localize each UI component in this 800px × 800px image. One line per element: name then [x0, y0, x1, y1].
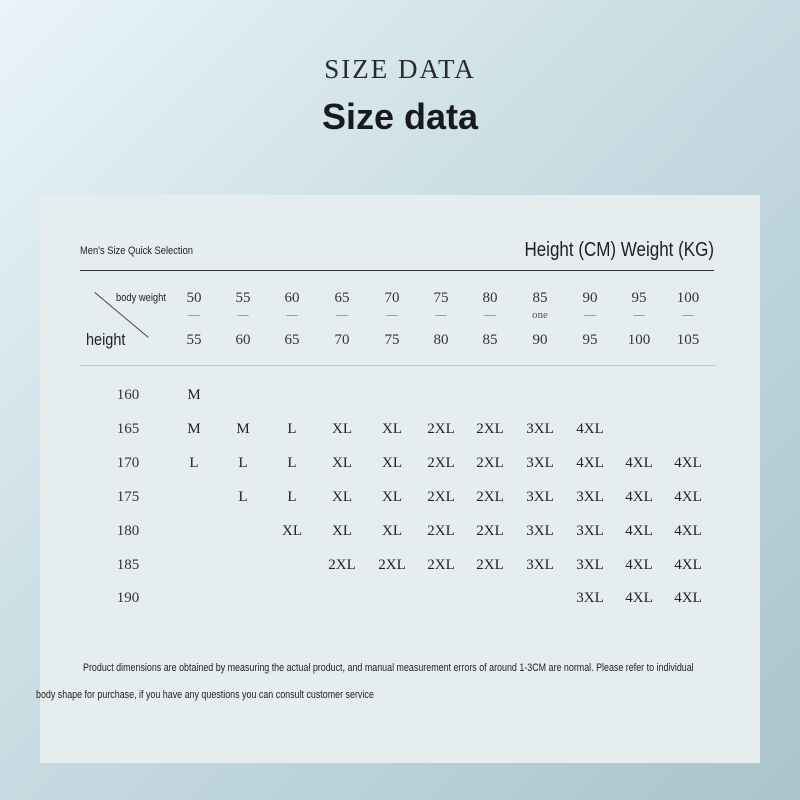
- size-cell: L: [287, 421, 297, 437]
- page-title: Size data: [321, 96, 479, 137]
- weight-range-sep: —: [386, 309, 398, 321]
- size-cell: 2XL: [427, 557, 455, 573]
- size-cell: L: [189, 455, 199, 471]
- size-cell: XL: [382, 455, 402, 471]
- height-row-label: 160: [116, 387, 140, 403]
- size-cell: 3XL: [526, 557, 554, 573]
- size-cell: XL: [282, 523, 302, 539]
- size-cell: L: [238, 455, 248, 471]
- weight-range-sep: —: [188, 309, 200, 321]
- weight-range-to: 75: [384, 332, 400, 348]
- size-cell: 4XL: [674, 590, 702, 606]
- size-cell: L: [238, 489, 248, 505]
- size-cell: 4XL: [625, 455, 653, 471]
- weight-range-from: 80: [482, 290, 498, 306]
- size-cell: 4XL: [674, 455, 702, 471]
- weight-range-sep: one: [532, 309, 548, 321]
- weight-range-to: 80: [433, 332, 449, 348]
- size-cell: 4XL: [674, 523, 702, 539]
- size-cell: 2XL: [476, 557, 504, 573]
- size-cell: M: [236, 421, 250, 437]
- size-cell: XL: [382, 421, 402, 437]
- page-subtitle: SIZE DATA: [324, 54, 476, 84]
- weight-range-sep: —: [682, 309, 694, 321]
- weight-range-sep: —: [584, 309, 596, 321]
- height-label: height: [86, 330, 126, 349]
- weight-range-to: 60: [235, 332, 251, 348]
- quick-selection-label: Men's Size Quick Selection: [80, 245, 193, 257]
- weight-range-to: 85: [482, 332, 498, 348]
- size-cell: 4XL: [674, 557, 702, 573]
- size-cell: 4XL: [576, 455, 604, 471]
- size-cell: XL: [382, 489, 402, 505]
- size-cell: 2XL: [476, 489, 504, 505]
- measurement-note-line-1: Product dimensions are obtained by measuring the actual product, and manual measurement errors of around 1-3CM are normal. Please refer to individual: [83, 662, 694, 674]
- size-cell: 3XL: [526, 421, 554, 437]
- body-weight-label: body weight: [116, 292, 166, 304]
- weight-range-from: 75: [433, 290, 449, 306]
- weight-range-from: 95: [631, 290, 647, 306]
- size-cell: 3XL: [576, 489, 604, 505]
- weight-range-from: 50: [186, 290, 202, 306]
- weight-range-to: 90: [532, 332, 548, 348]
- size-cell: M: [187, 387, 201, 403]
- size-cell: M: [187, 421, 201, 437]
- weight-range-from: 85: [532, 290, 548, 306]
- size-cell: XL: [332, 421, 352, 437]
- height-row-label: 180: [116, 523, 140, 539]
- weight-range-sep: —: [484, 309, 496, 321]
- size-cell: L: [287, 455, 297, 471]
- weight-range-to: 105: [676, 332, 700, 348]
- weight-range-from: 60: [284, 290, 300, 306]
- size-cell: 2XL: [378, 557, 406, 573]
- weight-range-to: 65: [284, 332, 300, 348]
- size-cell: 2XL: [427, 489, 455, 505]
- size-chart-card: [36, 195, 760, 763]
- units-label: Height (CM) Weight (KG): [524, 239, 714, 261]
- size-cell: 3XL: [576, 557, 604, 573]
- weight-range-sep: —: [237, 309, 249, 321]
- weight-range-from: 100: [676, 290, 700, 306]
- weight-range-to: 95: [582, 332, 598, 348]
- size-cell: 4XL: [625, 557, 653, 573]
- size-cell: XL: [382, 523, 402, 539]
- weight-range-sep: —: [435, 309, 447, 321]
- size-cell: 3XL: [526, 489, 554, 505]
- height-row-label: 170: [116, 455, 140, 471]
- size-cell: 3XL: [576, 523, 604, 539]
- header-divider: [80, 270, 714, 271]
- size-cell: XL: [332, 523, 352, 539]
- weight-range-to: 100: [627, 332, 651, 348]
- size-cell: 3XL: [526, 455, 554, 471]
- size-cell: 4XL: [625, 489, 653, 505]
- size-cell: 2XL: [427, 523, 455, 539]
- size-cell: 2XL: [427, 455, 455, 471]
- weight-range-from: 70: [384, 290, 400, 306]
- weight-range-sep: —: [286, 309, 298, 321]
- weight-range-sep: —: [633, 309, 645, 321]
- height-row-label: 190: [116, 590, 140, 606]
- height-row-label: 165: [116, 421, 140, 437]
- weight-range-from: 90: [582, 290, 598, 306]
- size-cell: L: [287, 489, 297, 505]
- weight-range-to: 70: [334, 332, 350, 348]
- size-cell: 3XL: [526, 523, 554, 539]
- size-cell: 2XL: [476, 455, 504, 471]
- size-cell: 2XL: [476, 421, 504, 437]
- size-cell: 3XL: [576, 590, 604, 606]
- size-cell: 4XL: [625, 590, 653, 606]
- size-cell: 2XL: [427, 421, 455, 437]
- column-header-divider: [80, 365, 716, 366]
- size-cell: 4XL: [625, 523, 653, 539]
- size-cell: 4XL: [674, 489, 702, 505]
- measurement-note-line-2: body shape for purchase, if you have any questions you can consult customer service: [36, 689, 374, 701]
- size-cell: XL: [332, 489, 352, 505]
- weight-range-from: 55: [235, 290, 251, 306]
- weight-range-sep: —: [336, 309, 348, 321]
- size-cell: XL: [332, 455, 352, 471]
- height-row-label: 175: [116, 489, 140, 505]
- size-cell: 2XL: [476, 523, 504, 539]
- size-cell: 4XL: [576, 421, 604, 437]
- weight-range-from: 65: [334, 290, 350, 306]
- height-row-label: 185: [116, 557, 140, 573]
- size-cell: 2XL: [328, 557, 356, 573]
- weight-range-to: 55: [186, 332, 202, 348]
